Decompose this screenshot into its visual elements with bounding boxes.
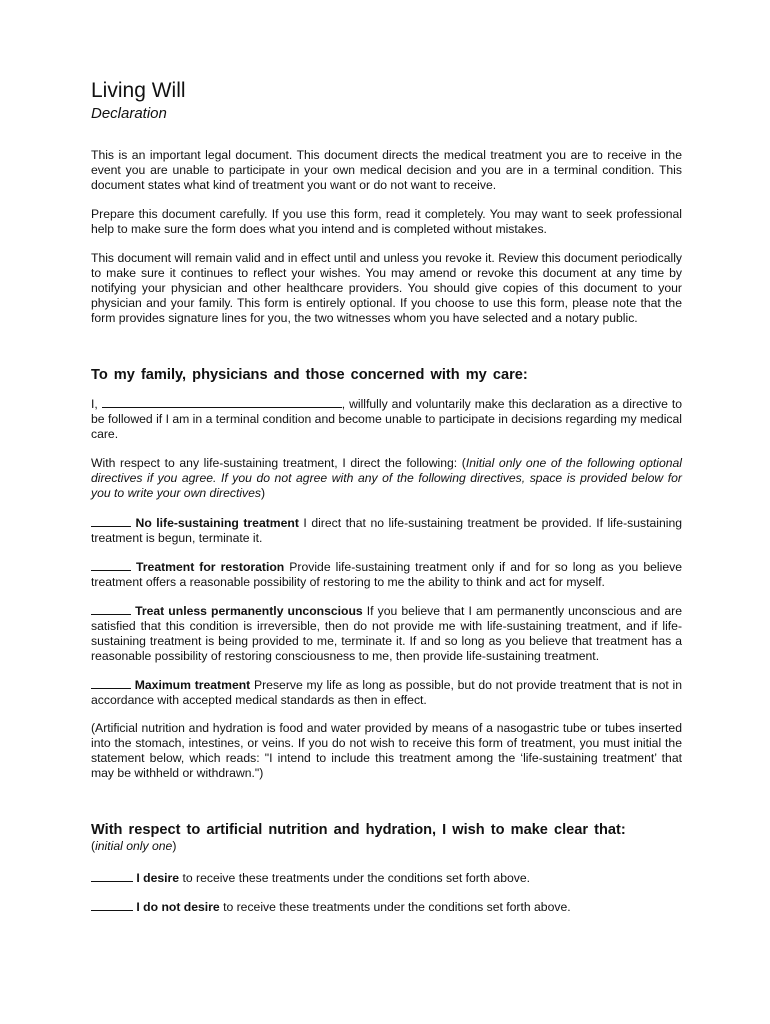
intro-paragraph-3: This document will remain valid and in effect until and unless you revoke it. Review this document periodically to make sure it continues to reflect your wishes. You may amend or revoke this document at any time by notifying your physician and other healthcare providers. You should give copies of this document to your physician and your family. This form is entirely optional. If you choose to use this form, please note that the form provides signature lines for you, the two witnesses whom you have selected and a notary public. [91, 251, 682, 325]
choice-label: I do not desire [136, 900, 220, 914]
initial-blank-option-3[interactable] [91, 603, 131, 615]
option-label: Maximum treatment [134, 678, 251, 692]
option-label: Treat unless permanently unconscious [135, 604, 363, 618]
option-label: No life-sustaining treatment [135, 516, 299, 530]
option-no-life-sustaining [91, 515, 682, 546]
document-subtitle: Declaration [91, 105, 167, 122]
initial-blank-choice-2[interactable] [91, 899, 133, 911]
choice-label: I desire [136, 871, 180, 885]
initial-blank-option-4[interactable] [91, 677, 131, 689]
intro-paragraph-2: Prepare this document carefully. If you use this form, read it completely. You may want to seek professional help to make sure the form does what you intend and is completed without mistakes. [91, 207, 682, 236]
name-blank-line[interactable] [102, 396, 342, 408]
choice-text: to receive these treatments under the conditions set forth above. [219, 900, 571, 914]
choice-i-desire [91, 870, 682, 886]
note-close: ) [172, 839, 177, 853]
declaration-text: , willfully and voluntarily make this declaration as a directive to be followed if I am in a terminal condition and become unable to participate in decisions regarding my medical care. [91, 397, 682, 441]
option-label: Treatment for restoration [136, 560, 285, 574]
nutrition-note: (Artificial nutrition and hydration is food and water provided by means of a nasogastric tube or tubes inserted into the stomach, intestines, or veins. If you do not wish to receive this form of treatment, you must initial the statement below, which reads: "I intend to include this treatment among the ‘life-sustaining treatment’ that may be withheld or withdrawn.") [91, 721, 682, 780]
option-maximum-treatment [91, 677, 682, 708]
option-treatment-for-restoration [91, 559, 682, 590]
option-text: Preserve my life as long as possible, but do not provide treatment that is not in accordance with accepted medical standards as then in effect. [91, 678, 682, 707]
option-text: Provide life-sustaining treatment only if and for so long as you believe treatment offers a reasonable possibility of restoring to me the ability to think and act for myself. [91, 560, 682, 589]
choice-i-do-not-desire [91, 899, 682, 915]
section1-heading: To my family, physicians and those concerned with my care: [91, 367, 528, 383]
option-text: I direct that no life-sustaining treatment be provided. If life-sustaining treatment is begun, terminate it. [91, 516, 683, 545]
option-text: If you believe that I am permanently unconscious and are satisfied that this condition is irreversible, then do not provide me with life-sustaining treatment, and if life-sustaining treatment is being provided to me, terminate it. If and so long as you believe that treatment has a reasonable possibility of restoring consciousness to me, then provide life-sustaining treatment. [91, 604, 682, 663]
declaration-prefix: I, [91, 397, 98, 411]
section2-heading: With respect to artificial nutrition and hydration, I wish to make clear that: [91, 822, 626, 838]
initial-blank-choice-1[interactable] [91, 870, 133, 882]
initial-blank-option-2[interactable] [91, 559, 131, 571]
directive-intro: With respect to any life-sustaining treatment, I direct the following: ( [91, 456, 466, 470]
note-open: ( [91, 839, 96, 853]
declaration-paragraph [91, 396, 682, 442]
intro-paragraph-1: This is an important legal document. This document directs the medical treatment you are to receive in the event you are unable to participate in your own medical decision and you are in a terminal condition. This document states what kind of treatment you want or do not want to receive. [91, 148, 682, 192]
note-italic: initial only one [95, 839, 173, 853]
option-treat-unless-unconscious [91, 603, 682, 664]
directive-intro-instructions: Initial only one of the following optional directives if you agree. If you do not agree with any of the following directives, space is provided below for you to write your own directives [91, 456, 682, 500]
initial-blank-option-1[interactable] [91, 515, 131, 527]
directive-intro-paragraph [91, 456, 682, 501]
choice-text: to receive these treatments under the conditions set forth above. [179, 871, 531, 885]
directive-intro-end: ) [261, 486, 266, 500]
document-title: Living Will [91, 79, 186, 102]
section2-note [91, 839, 682, 854]
